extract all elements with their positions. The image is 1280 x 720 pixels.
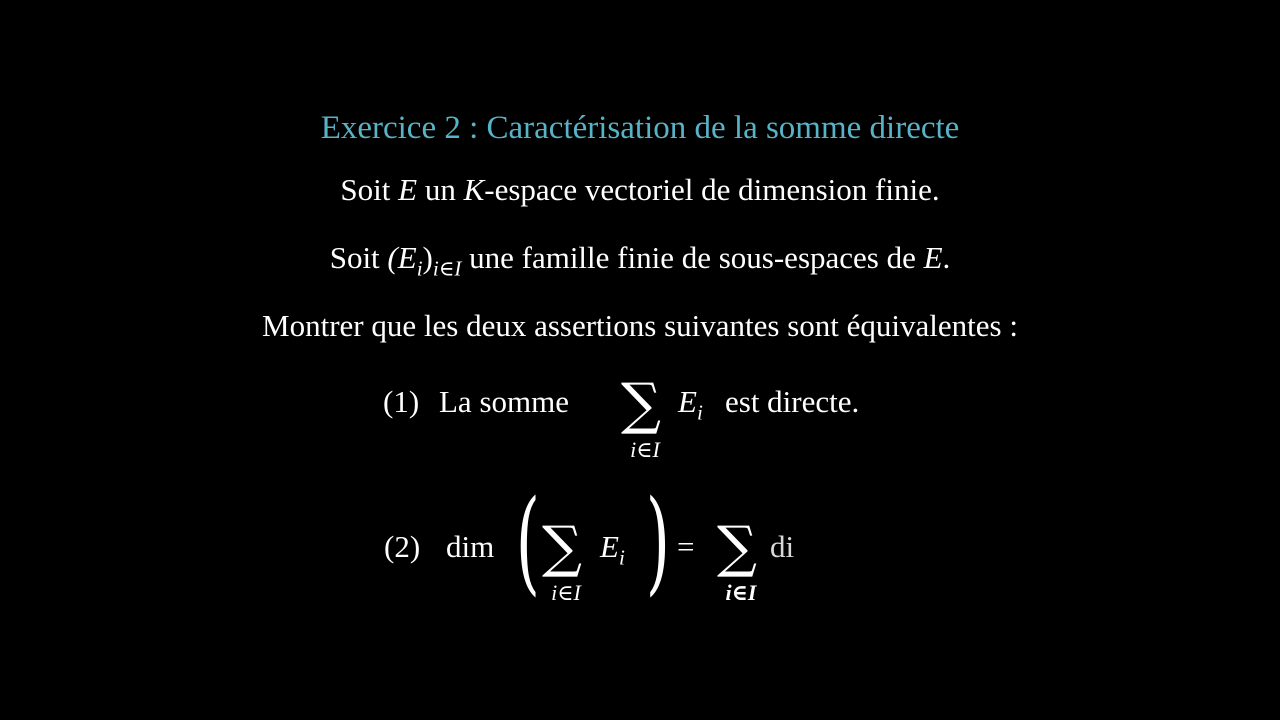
math-index: i∈I — [432, 256, 462, 281]
assertion-2-number: (2) — [384, 529, 421, 564]
equals-sign: = — [677, 529, 695, 564]
assertion-1-text-before: La somme — [439, 384, 569, 419]
math-subscript: i — [416, 256, 423, 281]
statement-line-2 — [0, 240, 1280, 281]
right-paren: ) — [645, 477, 670, 607]
exercise-title: Exercice 2 : Caractérisation de la somme directe — [320, 110, 960, 146]
text: . — [942, 240, 951, 275]
partial-text: di — [770, 529, 795, 564]
math-E-i: $E_i$ — [600, 529, 625, 570]
sum-index: i∈I — [725, 580, 757, 605]
math-K: K — [463, 172, 485, 207]
sum-index: i∈I — [551, 580, 581, 605]
statement-line-3: Montrer que les deux assertions suivantes sont équivalentes : — [262, 308, 1018, 343]
math-E: E — [398, 172, 418, 207]
sum-index: i∈I — [630, 437, 660, 462]
math-family: (E — [387, 240, 417, 275]
text: Soit — [340, 172, 399, 207]
math-paren: ) — [422, 240, 433, 275]
math-E: E — [923, 240, 943, 275]
math-E-i: $E_i$ — [678, 384, 703, 425]
dim-operator: dim — [446, 529, 495, 564]
sum-symbol: ∑ — [717, 515, 757, 580]
left-paren: ( — [515, 477, 540, 607]
text: un — [417, 172, 464, 207]
sum-symbol: ∑ — [542, 515, 582, 580]
assertion-1-number: (1) — [383, 384, 420, 419]
sum-symbol: ∑ — [621, 372, 661, 437]
text: Soit — [329, 240, 388, 275]
text: -espace vectoriel de dimension finie. — [484, 172, 940, 207]
text: une famille finie de sous-espaces de — [461, 240, 924, 275]
assertion-1-text-after: est directe. — [725, 384, 860, 419]
statement-line-1 — [0, 172, 1280, 208]
